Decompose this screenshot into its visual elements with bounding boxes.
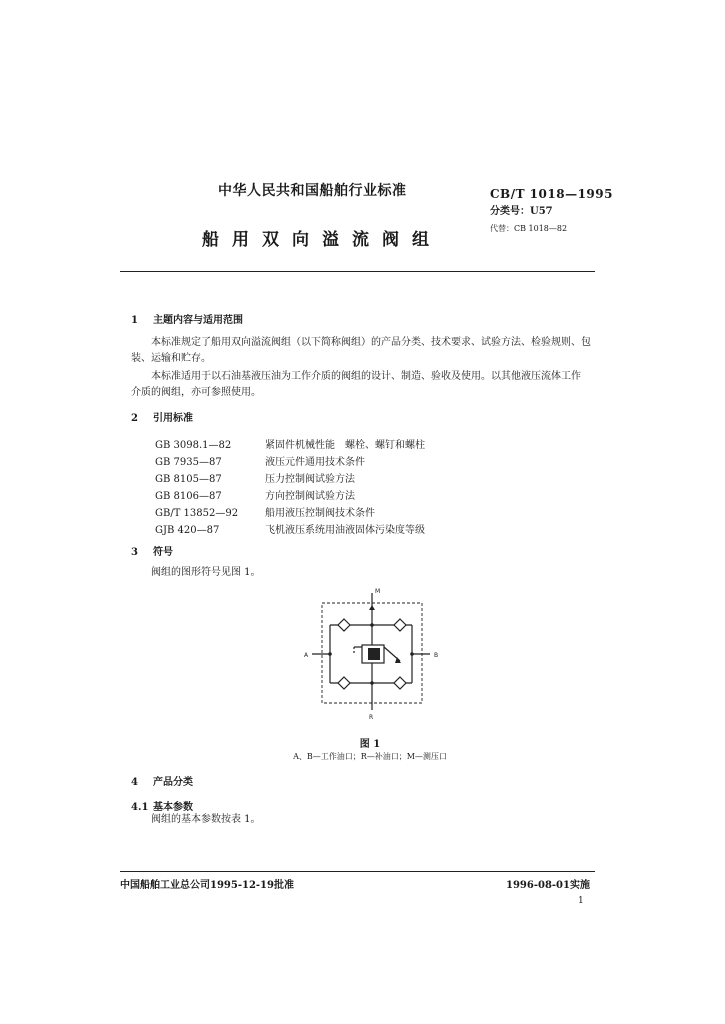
- effective-date: 1996-08-01实施: [506, 880, 590, 891]
- reference-item: [155, 470, 355, 485]
- junction-dot: [370, 623, 374, 627]
- reference-item: [155, 504, 375, 519]
- check-valve-top-left: [338, 619, 350, 631]
- port-label-a: A: [304, 652, 309, 659]
- port-label-r: R: [369, 714, 374, 721]
- reference-item: [155, 487, 355, 502]
- junction-dot: [370, 681, 374, 685]
- page-number: 1: [578, 896, 584, 906]
- reference-title: 船用液压控制阀技术条件: [265, 508, 375, 519]
- check-valve-bottom-left: [338, 677, 350, 689]
- reference-title: 液压元件通用技术条件: [265, 457, 365, 468]
- section-number: 3: [131, 547, 138, 558]
- reference-title: 飞机液压系统用油液固体污染度等级: [265, 525, 425, 536]
- port-label-b: B: [434, 652, 439, 659]
- section-number: 4.1: [131, 802, 149, 813]
- reference-code: GJB 420—87: [155, 525, 220, 536]
- reference-item: [155, 521, 425, 536]
- check-valve-bottom-right: [394, 677, 406, 689]
- reference-item: [155, 453, 365, 468]
- section-4-heading: [131, 773, 193, 788]
- figure-caption: A、B—工作油口；R—补油口；M—测压口: [293, 752, 447, 761]
- valve-group-symbol-diagram: [300, 585, 445, 725]
- standard-code: CB/T 1018—1995: [490, 187, 613, 201]
- section-number: 1: [131, 315, 138, 326]
- m-port-arrow: [369, 605, 375, 610]
- junction-dot: [410, 652, 414, 656]
- check-valve-top-right: [394, 619, 406, 631]
- paragraph: 阀组的基本参数按表 1。: [151, 814, 261, 825]
- section-title: 主题内容与适用范围: [153, 315, 243, 326]
- section-number: 4: [131, 777, 138, 788]
- reference-title: 紧固件机械性能 螺栓、螺钉和螺柱: [265, 440, 425, 451]
- section-number: 2: [131, 413, 138, 424]
- reference-code: GB 7935—87: [155, 457, 222, 468]
- section-1-heading: [131, 311, 243, 326]
- approval-notice: 中国船舶工业总公司1995-12-19批准: [120, 880, 294, 891]
- section-2-heading: [131, 409, 193, 424]
- section-title: 符号: [153, 547, 173, 558]
- section-title: 引用标准: [153, 413, 193, 424]
- reference-title: 压力控制阀试验方法: [265, 474, 355, 485]
- replaces-standard: 代替：CB 1018—82: [490, 224, 568, 233]
- figure-label: 图 1: [359, 739, 381, 750]
- classification-number: 分类号：U57: [490, 206, 553, 217]
- reference-code: GB/T 13852—92: [155, 508, 239, 519]
- paragraph: 本标准适用于以石油基液压油为工作介质的阀组的设计、制造、验收及使用。以其他液压流体工作: [151, 371, 581, 382]
- reference-item: [155, 436, 425, 451]
- paragraph: 本标准规定了船用双向溢流阀组（以下简称阀组）的产品分类、技术要求、试验方法、检验规则、包: [151, 337, 591, 348]
- section-title: 基本参数: [153, 802, 193, 813]
- paragraph: 阀组的图形符号见图 1。: [151, 567, 261, 578]
- header-divider: [120, 271, 595, 272]
- section-title: 产品分类: [153, 777, 193, 788]
- paragraph: 介质的阀组，亦可参照使用。: [131, 387, 261, 398]
- valve-spool: [368, 648, 380, 660]
- document-title: 船用双向溢流阀组: [202, 230, 442, 250]
- reference-title: 方向控制阀试验方法: [265, 491, 355, 502]
- paragraph: 装、运输和贮存。: [131, 353, 211, 364]
- reference-code: GB 3098.1—82: [155, 440, 232, 451]
- section-3-heading: [131, 543, 173, 558]
- port-label-m: M: [375, 588, 381, 595]
- junction-dot: [328, 652, 332, 656]
- footer-divider: [120, 871, 595, 872]
- standard-title: 中华人民共和国船舶行业标准: [218, 183, 407, 199]
- reference-code: GB 8106—87: [155, 491, 222, 502]
- reference-code: GB 8105—87: [155, 474, 222, 485]
